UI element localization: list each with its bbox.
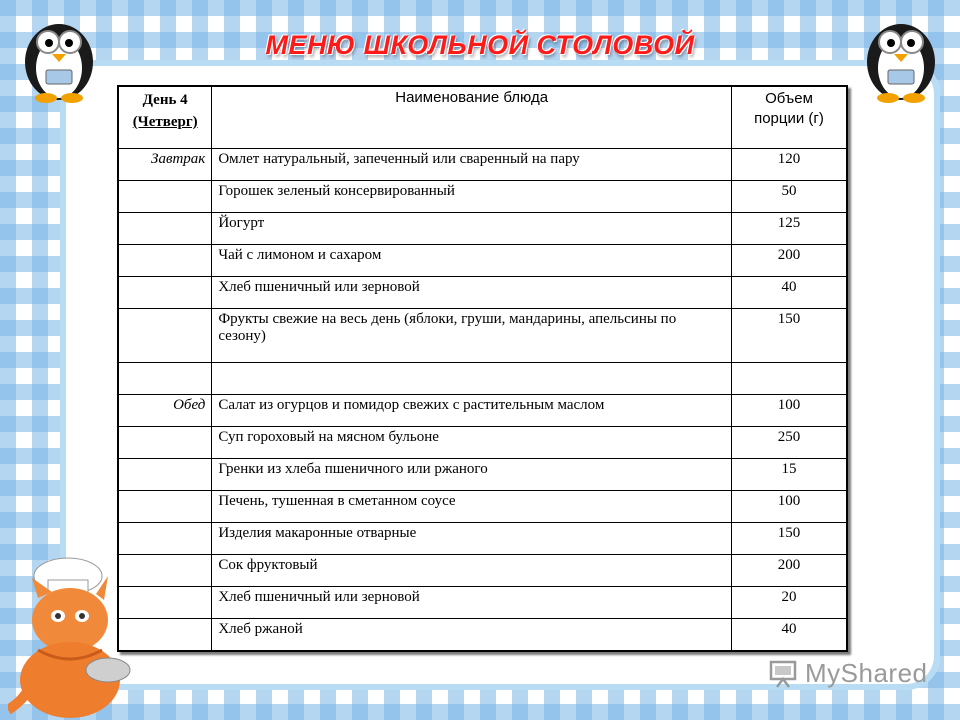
meal-label: Завтрак bbox=[118, 148, 212, 180]
menu-row bbox=[118, 426, 847, 458]
portion-volume: 200 bbox=[732, 244, 848, 276]
portion-volume: 200 bbox=[732, 554, 848, 586]
dish-name: Хлеб пшеничный или зерновой bbox=[212, 586, 732, 618]
portion-volume: 250 bbox=[732, 426, 848, 458]
portion-volume: 40 bbox=[732, 276, 848, 308]
menu-body bbox=[118, 148, 847, 651]
dish-name: Хлеб ржаной bbox=[212, 618, 732, 651]
day-header bbox=[118, 86, 212, 148]
dish-name: Изделия макаронные отварные bbox=[212, 522, 732, 554]
meal-label bbox=[118, 244, 212, 276]
meal-label bbox=[118, 490, 212, 522]
dish-name: Хлеб пшеничный или зерновой bbox=[212, 276, 732, 308]
logo-text: MyShared bbox=[805, 657, 928, 688]
dish-column-header: Наименование блюда bbox=[212, 86, 732, 148]
weekday-label: (Четверг) bbox=[132, 114, 198, 130]
dish-name: Горошек зеленый консервированный bbox=[212, 180, 732, 212]
menu-row bbox=[118, 212, 847, 244]
table-header-row bbox=[118, 86, 847, 148]
dish-name bbox=[212, 362, 732, 394]
menu-row bbox=[118, 618, 847, 651]
myshared-logo bbox=[767, 656, 928, 690]
portion-volume: 20 bbox=[732, 586, 848, 618]
dish-name: Салат из огурцов и помидор свежих с растительным маслом bbox=[212, 394, 732, 426]
dish-name: Суп гороховый на мясном бульоне bbox=[212, 426, 732, 458]
menu-row bbox=[118, 394, 847, 426]
portion-volume: 100 bbox=[732, 394, 848, 426]
portion-volume bbox=[732, 362, 848, 394]
portion-volume: 120 bbox=[732, 148, 848, 180]
meal-label bbox=[118, 458, 212, 490]
meal-label bbox=[118, 426, 212, 458]
meal-label bbox=[118, 212, 212, 244]
volume-column-header: Объем порции (г) bbox=[732, 86, 848, 148]
menu-row bbox=[118, 276, 847, 308]
portion-volume: 40 bbox=[732, 618, 848, 651]
dish-name: Печень, тушенная в сметанном соусе bbox=[212, 490, 732, 522]
portion-volume: 150 bbox=[732, 308, 848, 362]
menu-row bbox=[118, 458, 847, 490]
portion-volume: 15 bbox=[732, 458, 848, 490]
menu-row bbox=[118, 308, 847, 362]
meal-label bbox=[118, 362, 212, 394]
portion-volume: 100 bbox=[732, 490, 848, 522]
menu-row bbox=[118, 554, 847, 586]
menu-row bbox=[118, 586, 847, 618]
menu-row bbox=[118, 180, 847, 212]
portion-volume: 50 bbox=[732, 180, 848, 212]
dish-name: Омлет натуральный, запеченный или сваренный на пару bbox=[212, 148, 732, 180]
dish-name: Гренки из хлеба пшеничного или ржаного bbox=[212, 458, 732, 490]
menu-row bbox=[118, 244, 847, 276]
menu-table bbox=[117, 85, 848, 652]
portion-volume: 125 bbox=[732, 212, 848, 244]
portion-volume: 150 bbox=[732, 522, 848, 554]
page-title: МЕНЮ ШКОЛЬНОЙ СТОЛОВОЙ bbox=[265, 30, 695, 60]
menu-row bbox=[118, 148, 847, 180]
meal-label bbox=[118, 308, 212, 362]
dish-name: Йогурт bbox=[212, 212, 732, 244]
day-label: День 4 bbox=[142, 92, 188, 108]
menu-row bbox=[118, 522, 847, 554]
dish-name: Сок фруктовый bbox=[212, 554, 732, 586]
meal-label: Обед bbox=[118, 394, 212, 426]
meal-label bbox=[118, 180, 212, 212]
menu-row bbox=[118, 490, 847, 522]
meal-label bbox=[118, 276, 212, 308]
presentation-board-icon bbox=[767, 657, 799, 689]
dish-name: Фрукты свежие на весь день (яблоки, груши, мандарины, апельсины по сезону) bbox=[212, 308, 732, 362]
cat-chef-icon bbox=[8, 550, 173, 718]
menu-row bbox=[118, 362, 847, 394]
dish-name: Чай с лимоном и сахаром bbox=[212, 244, 732, 276]
